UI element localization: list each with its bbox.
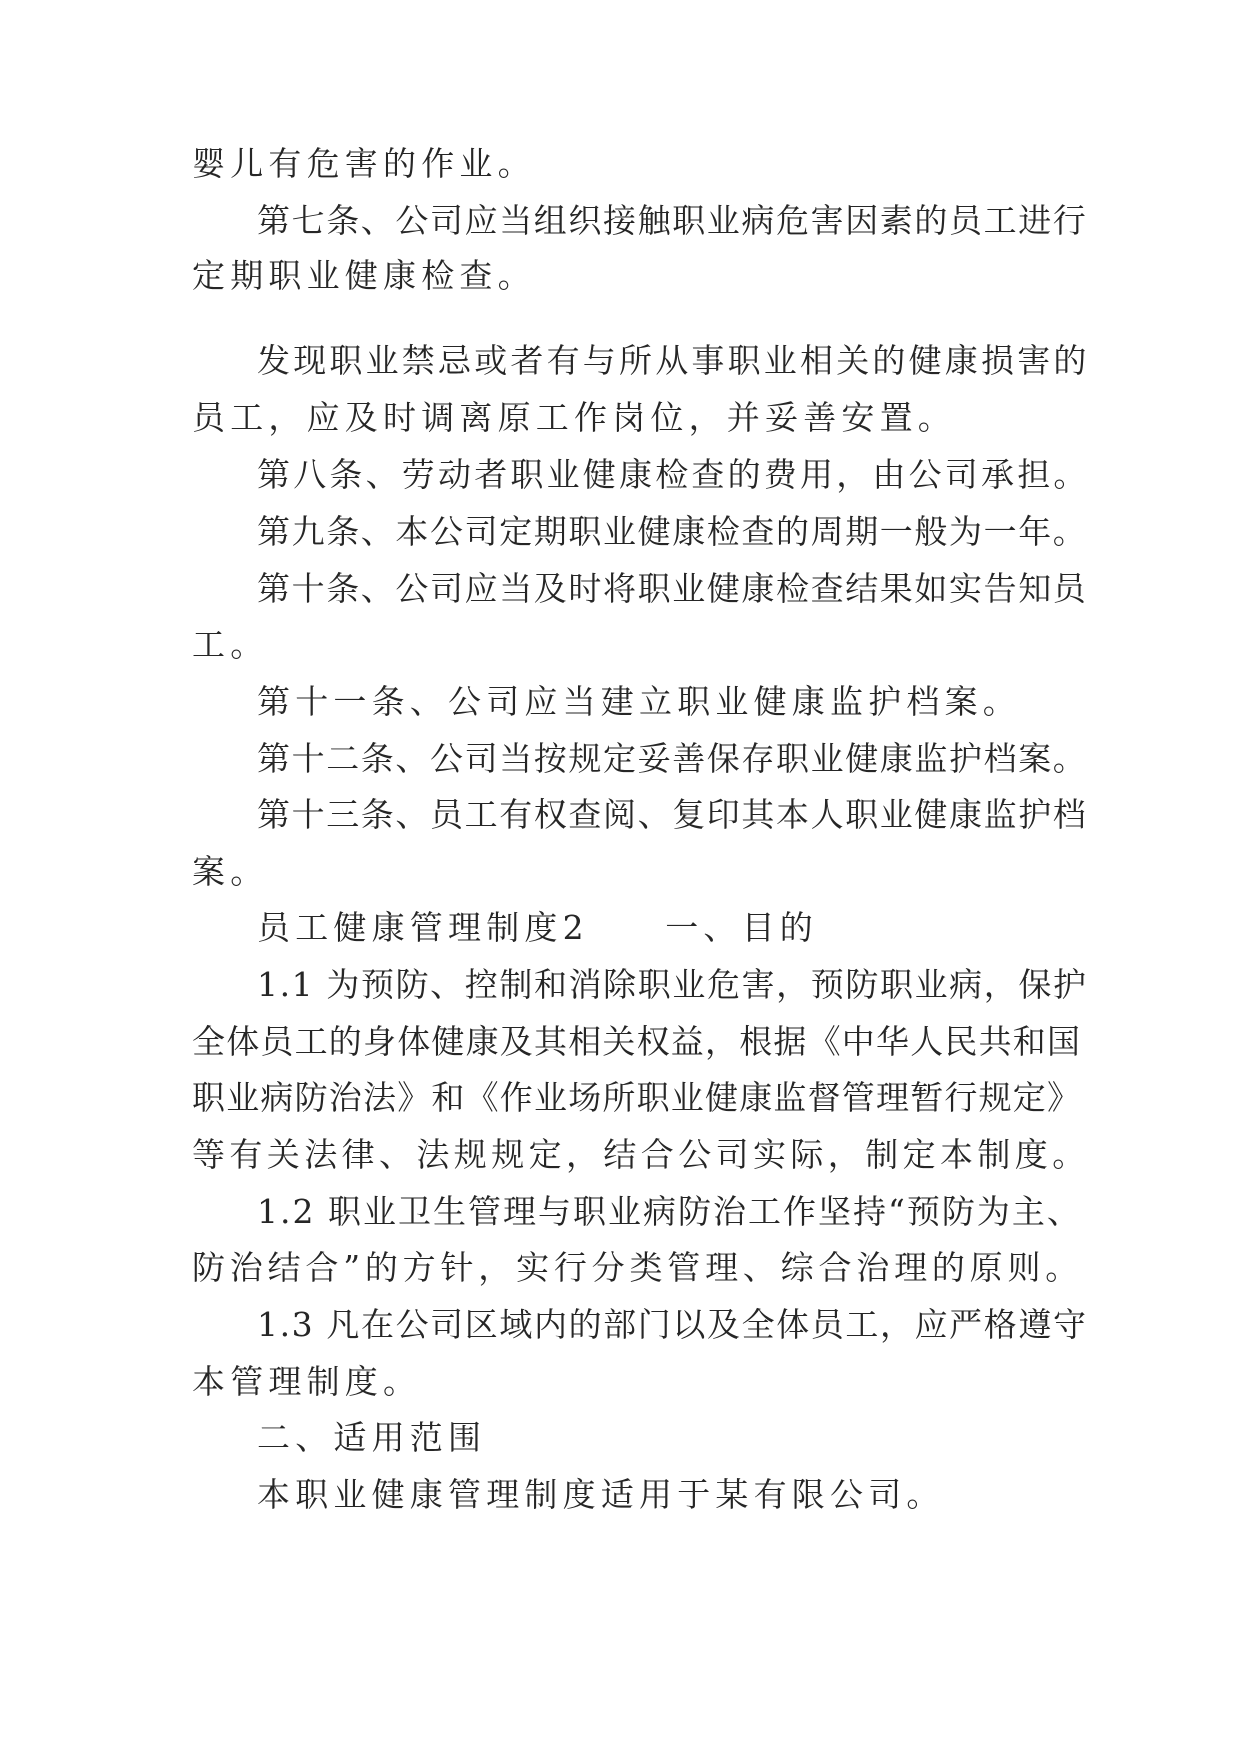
text-line: 第十条、公司应当及时将职业健康检查结果如实告知员 [257, 569, 1088, 608]
text-line: 全体员工的身体健康及其相关权益，根据《中华人民共和国 [192, 1022, 1082, 1061]
text-line: 第十三条、员工有权查阅、复印其本人职业健康监护档 [257, 795, 1088, 834]
text-line: 防治结合”的方针，实行分类管理、综合治理的原则。 [192, 1248, 1084, 1287]
text-line: 第七条、公司应当组织接触职业病危害因素的员工进行 [257, 201, 1088, 240]
text-line: 本职业健康管理制度适用于某有限公司。 [257, 1475, 945, 1514]
text-line: 第九条、本公司定期职业健康检查的周期一般为一年。 [257, 512, 1088, 551]
text-line: 案。 [192, 852, 269, 891]
text-line: 本管理制度。 [192, 1362, 422, 1401]
text-line: 1.3 凡在公司区域内的部门以及全体员工，应严格遵守 [257, 1305, 1088, 1344]
text-line: 工。 [192, 625, 269, 664]
text-line: 员工，应及时调离原工作岗位，并妥善安置。 [192, 398, 956, 437]
text-line: 员工健康管理制度2 一、目的 [257, 908, 818, 947]
text-line: 第十一条、公司应当建立职业健康监护档案。 [257, 682, 1021, 721]
text-line: 二、适用范围 [257, 1418, 487, 1457]
text-line: 等有关法律、法规规定，结合公司实际，制定本制度。 [192, 1135, 1090, 1174]
text-line: 定期职业健康检查。 [192, 256, 536, 295]
text-line: 1.1 为预防、控制和消除职业危害，预防职业病，保护 [257, 965, 1088, 1004]
text-line: 1.2 职业卫生管理与职业病防治工作坚持“预防为主、 [257, 1192, 1082, 1231]
text-line: 第八条、劳动者职业健康检查的费用，由公司承担。 [257, 455, 1090, 494]
text-line: 婴儿有危害的作业。 [192, 144, 536, 183]
text-line: 第十二条、公司当按规定妥善保存职业健康监护档案。 [257, 739, 1088, 778]
text-line: 职业病防治法》和《作业场所职业健康监督管理暂行规定》 [192, 1078, 1082, 1117]
text-line: 发现职业禁忌或者有与所从事职业相关的健康损害的 [257, 341, 1090, 380]
